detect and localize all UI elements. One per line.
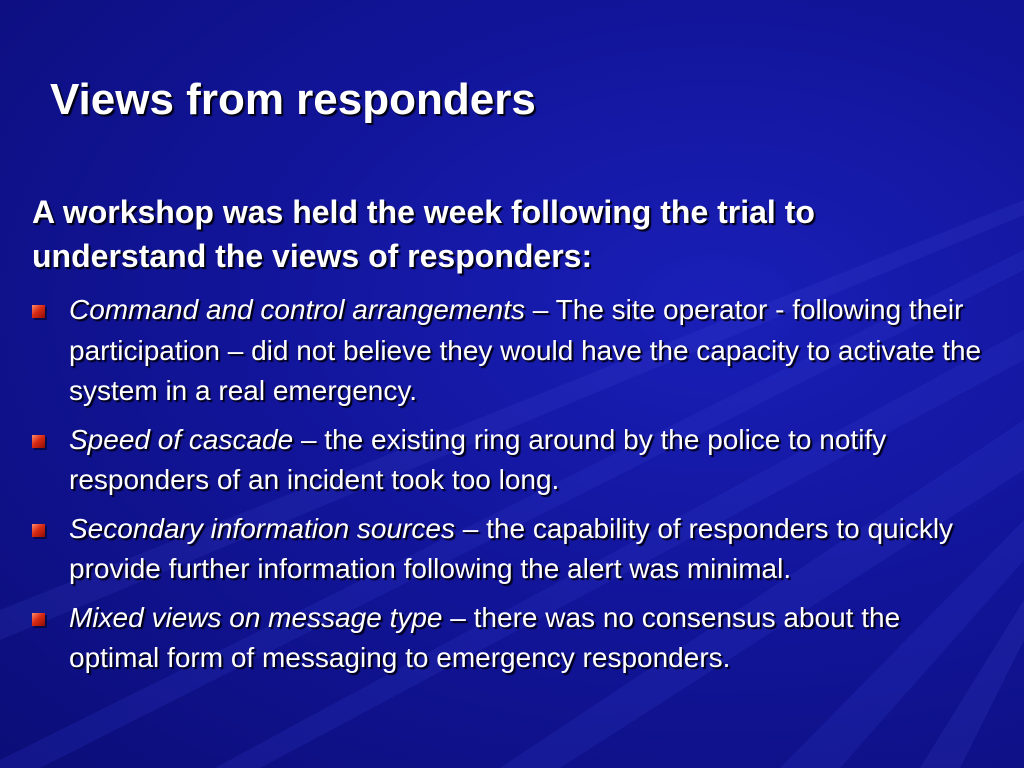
bullet-text: – The site operator - following their participation – did not believe they would have the capacity to activate the system in a real emergency. [69,294,982,406]
bullet-term: Command and control arrangements [69,294,526,325]
bullet-term: Speed of cascade [69,423,294,455]
bullet-text: – there was no consensus about the optimal form of messaging to emergency responders. [69,601,901,673]
bullet-term: Mixed views on message type [69,601,443,633]
square-bullet-icon [32,524,45,537]
slide-title: Views from responders [50,75,536,124]
bullet-item [32,290,997,412]
bullet-list [32,290,997,687]
bullet-text: – the existing ring around by the police to notify responders of an incident took too long. [69,423,887,495]
square-bullet-icon [32,435,45,448]
bullet-item [32,420,997,501]
square-bullet-icon [32,613,45,626]
square-bullet-icon [32,305,45,318]
bullet-item [32,598,997,679]
bullet-text: – the capability of responders to quickly provide further information following the alert was minimal. [69,512,954,584]
bullet-term: Secondary information sources [69,512,455,544]
bullet-item [32,509,997,590]
intro-text: A workshop was held the week following the trial to understand the views of responders: [32,194,815,274]
